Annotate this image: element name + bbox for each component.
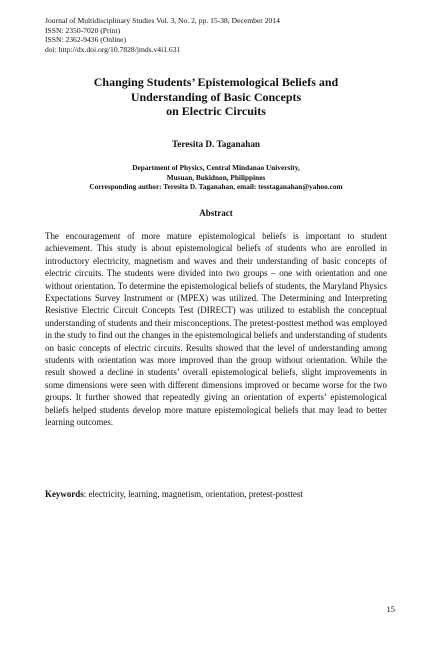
title-line-2: Understanding of Basic Concepts xyxy=(130,89,302,104)
abstract-body: The encouragement of more mature epistemological beliefs is important to student achievement. This study is about epistemological beliefs of students who are enrolled in introductory electricity, magnetism and waves and their understanding of basic concepts of electric circuits. The students were divided into two groups – one with orientation and one without orientation. To determine the epistemological beliefs of students, the Maryland Physics Expectations Survey Instrument or (MPEX) was utilized. The Determining and Interpreting Resistive Electric Circuit Concepts Test (DIRECT) was utilized to establish the conceptual understanding of students and their misconceptions. The pretest-posttest method was employed in the study to find out the changes in the epistemological beliefs and understanding of students on basic concepts of electric circuits. Results showed that the level of understanding among students with orientation was more improved than the group without orientation. While the result showed a decline in students’ overall epistemological beliefs, slight improvements in some dimensions were seen with different dimensions improved or became worse for the two groups. It further showed that repeatedly giving an orientation of experts’ epistemological beliefs helped students develop more mature epistemological beliefs that may lead to better learning outcomes. xyxy=(45,231,387,428)
journal-header xyxy=(45,16,280,54)
paper-title xyxy=(45,75,387,119)
keywords-label: Keywords xyxy=(45,489,84,499)
affiliation-line-1: Department of Physics, Central Mindanao University, xyxy=(132,163,300,172)
affiliation-block xyxy=(45,163,387,192)
page-number: 15 xyxy=(386,604,395,614)
issn-print: ISSN: 2350-7020 (Print) xyxy=(45,25,121,35)
keywords-line xyxy=(45,488,387,500)
keywords-separator: : xyxy=(83,489,87,499)
affiliation-line-2: Musuan, Bukidnon, Philippines xyxy=(166,172,266,182)
title-line-1: Changing Students’ Epistemological Beliefs and xyxy=(93,75,339,89)
title-line-3: on Electric Circuits xyxy=(166,104,266,118)
corresponding-author: Corresponding author: Teresita D. Taganahan, email: tesstaganahan@yahoo.com xyxy=(89,182,343,192)
issn-online: ISSN: 2362-9436 (Online) xyxy=(45,35,126,45)
doi-line: doi: http://dx.doi.org/10.7828/jmds.v4i1.631 xyxy=(45,44,181,54)
author-name: Teresita D. Taganahan xyxy=(171,139,261,149)
abstract-heading: Abstract xyxy=(199,208,233,218)
journal-citation: Journal of Multidisciplinary Studies Vol. 3, No. 2, pp. 15-38, December 2014 xyxy=(45,16,280,25)
keywords-text: electricity, learning, magnetism, orientation, pretest-posttest xyxy=(86,489,303,499)
